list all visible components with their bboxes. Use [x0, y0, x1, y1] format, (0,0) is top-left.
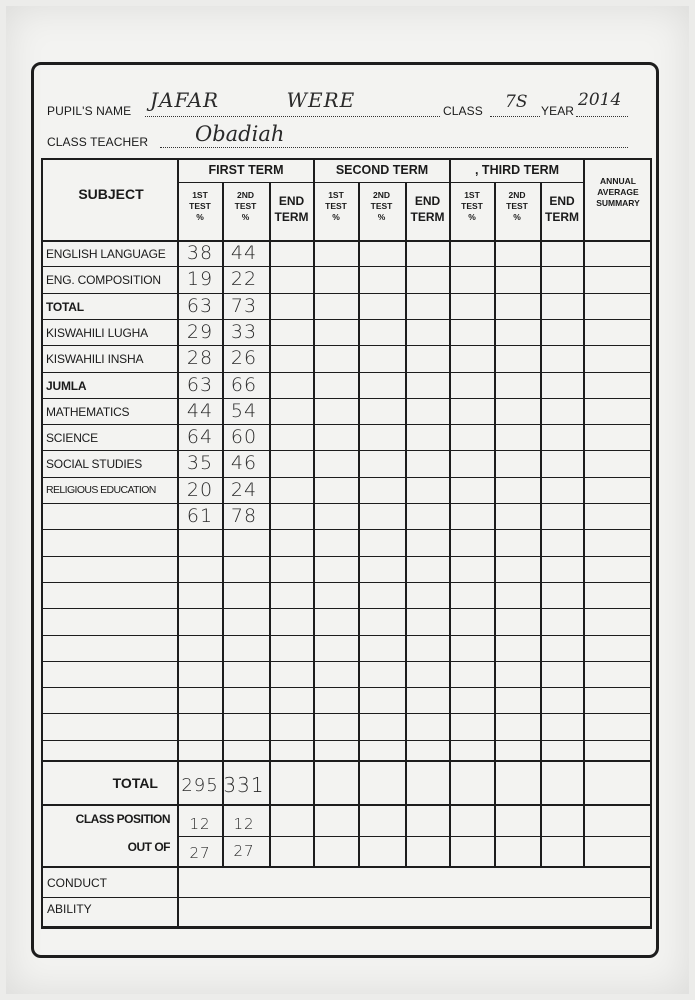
- row-line: [41, 398, 652, 399]
- third-term-test2-header: 2ND TEST %: [506, 190, 528, 222]
- annual-average-header: ANNUAL AVERAGE SUMMARY: [596, 176, 640, 208]
- pupil-name-line: [145, 116, 440, 117]
- second-term-header: SECOND TERM: [335, 163, 429, 177]
- rows-bottom-line: [41, 760, 652, 762]
- out-of-test1: 27: [189, 844, 211, 862]
- class-position-test1: 12: [189, 815, 211, 833]
- year-line: [576, 116, 628, 117]
- second-term-test1-header: 1ST TEST %: [325, 190, 347, 222]
- ability-row-line: [41, 928, 652, 929]
- row-line: [41, 477, 652, 478]
- class-value: 7S: [505, 92, 528, 112]
- first-term-test2-score: 26: [230, 347, 258, 369]
- row-line: [41, 424, 652, 425]
- row-line: [41, 266, 652, 267]
- first-term-test2-header: 2ND TEST %: [234, 190, 257, 222]
- term-title-underline: [177, 182, 583, 183]
- conduct-row-line: [41, 897, 652, 898]
- class-teacher-line: [160, 147, 628, 148]
- subject-label: ENG. COMPOSITION: [46, 273, 161, 287]
- first-term-test2-score: 24: [230, 479, 258, 501]
- first-term-test1-score: 35: [186, 452, 214, 474]
- first-term-test1-score: 19: [186, 268, 214, 290]
- test-column-divider: [269, 182, 271, 866]
- row-line: [41, 582, 652, 583]
- first-term-test1-score: 61: [186, 505, 214, 527]
- class-teacher-label: CLASS TEACHER: [47, 135, 149, 149]
- class-line: [490, 116, 540, 117]
- subject-label: KISWAHILI LUGHA: [46, 326, 148, 340]
- test-column-divider: [405, 182, 407, 866]
- pupil-name-value: JAFAR WERE: [150, 88, 356, 112]
- total-first-term-test2: 331: [223, 773, 265, 797]
- first-term-test1-score: 20: [186, 479, 214, 501]
- position-row-line: [177, 836, 652, 837]
- out-of-row-line: [41, 866, 652, 868]
- third-term-test1-header: 1ST TEST %: [461, 190, 483, 222]
- total-label: TOTAL: [112, 775, 158, 791]
- row-line: [41, 635, 652, 636]
- second-term-test2-header: 2ND TEST %: [370, 190, 393, 222]
- row-line: [41, 661, 652, 662]
- first-term-test2-score: 46: [230, 452, 258, 474]
- row-line: [41, 713, 652, 714]
- test-column-divider: [540, 182, 542, 866]
- year-label: YEAR: [541, 104, 575, 118]
- first-term-test2-score: 66: [230, 374, 258, 396]
- subject-label: MATHEMATICS: [46, 405, 130, 419]
- header-bottom-line: [41, 240, 652, 242]
- pupil-name-label: PUPIL'S NAME: [47, 104, 132, 118]
- subject-label: KISWAHILI INSHA: [46, 352, 144, 366]
- year-value: 2014: [578, 90, 622, 110]
- row-line: [41, 372, 652, 373]
- subject-label: TOTAL: [46, 300, 84, 314]
- first-term-test1-score: 63: [186, 374, 214, 396]
- first-term-test2-score: 54: [230, 400, 258, 422]
- first-term-test2-score: 73: [230, 295, 258, 317]
- first-term-end-header: END TERM: [274, 194, 309, 224]
- row-line: [41, 293, 652, 294]
- row-line: [41, 608, 652, 609]
- subject-label: SOCIAL STUDIES: [46, 457, 143, 471]
- first-term-test1-score: 28: [186, 347, 214, 369]
- conduct-label: CONDUCT: [47, 876, 107, 890]
- class-label: CLASS: [443, 104, 483, 118]
- subject-label: ENGLISH LANGUAGE: [46, 247, 166, 261]
- test-column-divider: [494, 182, 496, 866]
- first-term-test1-score: 44: [186, 400, 214, 422]
- first-term-test2-score: 33: [230, 321, 258, 343]
- row-line: [41, 450, 652, 451]
- out-of-label: OUT OF: [127, 840, 170, 854]
- row-line: [41, 529, 652, 530]
- first-term-test1-score: 29: [186, 321, 214, 343]
- subject-label: SCIENCE: [46, 431, 98, 445]
- row-line: [41, 345, 652, 346]
- row-line: [41, 319, 652, 320]
- third-term-header: , THIRD TERM: [474, 163, 560, 177]
- subject-label: RELIGIOUS EDUCATION: [46, 484, 156, 496]
- first-term-test2-score: 44: [230, 242, 258, 264]
- first-term-test1-score: 63: [186, 295, 214, 317]
- row-line: [41, 740, 652, 741]
- class-position-test2: 12: [233, 815, 255, 833]
- row-line: [41, 687, 652, 688]
- first-term-header: FIRST TERM: [208, 163, 284, 177]
- total-row-line: [41, 804, 652, 806]
- first-term-test2-score: 78: [230, 505, 258, 527]
- subject-label: JUMLA: [46, 379, 87, 393]
- first-term-test1-header: 1ST TEST %: [189, 190, 211, 222]
- subject-header: SUBJECT: [78, 186, 144, 202]
- row-line: [41, 556, 652, 557]
- row-line: [41, 503, 652, 504]
- first-term-test2-score: 60: [230, 426, 258, 448]
- first-term-test2-score: 22: [230, 268, 258, 290]
- class-position-label: CLASS POSITION: [75, 812, 170, 826]
- third-term-end-header: END TERM: [545, 194, 579, 224]
- test-column-divider: [358, 182, 360, 866]
- first-term-test1-score: 64: [186, 426, 214, 448]
- total-first-term-test1: 295: [181, 775, 219, 796]
- second-term-end-header: END TERM: [410, 194, 445, 224]
- first-term-test1-score: 38: [186, 242, 214, 264]
- ability-label: ABILITY: [47, 902, 92, 916]
- class-teacher-value: Obadiah: [195, 122, 285, 146]
- out-of-test2: 27: [233, 842, 255, 860]
